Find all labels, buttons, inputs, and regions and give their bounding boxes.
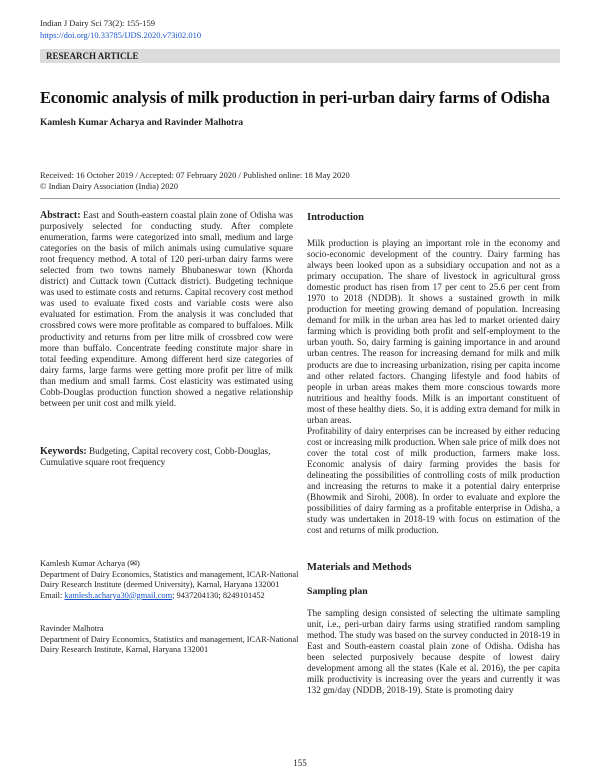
introduction-paragraph-2: Profitability of dairy enterprises can be increased by either reducing cost or increasing milk production. When sale price of milk does not cover the total cost of milk production, farmers make loss. Economic analysis of dairy farming provides the basis for delineating the possibilities of controlling costs of milk production and increasing the returns to make it a potential dairy enterprise (Bhowmik and Sirohi, 2008). In order to evaluate and explore the possibilities of dairy farming as a profitable enterprise in Odisha, a study was undertaken in 2018-19 with focus on estimation of the cost and returns of milk production. bbox=[307, 425, 560, 536]
page-number: 155 bbox=[293, 758, 307, 768]
author-list: Kamlesh Kumar Acharya and Ravinder Malhotra bbox=[40, 118, 244, 128]
author-1-contact bbox=[40, 591, 300, 602]
introduction-heading: Introduction bbox=[307, 212, 364, 223]
phone-numbers: ; 9437204130; 8249101452 bbox=[172, 590, 265, 600]
abstract-block bbox=[40, 210, 293, 409]
journal-citation: Indian J Dairy Sci 73(2): 155-159 bbox=[40, 18, 155, 28]
publication-dates: Received: 16 October 2019 / Accepted: 07 February 2020 / Published online: 18 May 2020 bbox=[40, 170, 350, 180]
author-2-department: Department of Dairy Economics, Statistics and management, ICAR-National Dairy Research Institute, Karnal, Haryana 132001 bbox=[40, 634, 299, 654]
abstract-label: Abstract: bbox=[40, 210, 81, 221]
paper-title: Economic analysis of milk production in peri-urban dairy farms of Odisha bbox=[40, 88, 550, 107]
author-2-name: Ravinder Malhotra bbox=[40, 624, 104, 633]
keywords-text: Budgeting, Capital recovery cost, Cobb-Douglas, Cumulative square root frequency bbox=[40, 446, 271, 468]
email-link[interactable]: kamlesh.acharya30@gmail.com bbox=[64, 590, 173, 600]
sampling-plan-body bbox=[307, 608, 560, 696]
doi-link[interactable]: https://doi.org/10.33785/IJDS.2020.v73i02.010 bbox=[40, 30, 202, 40]
sampling-paragraph-1: The sampling design consisted of selecting the ultimate sampling unit, i.e., peri-urban dairy farms using stratified random sampling method. The study was based on the survey conducted in 2018-19 in East and South-eastern coastal plain zone of Odisha. Odisha has been selected purposively because despite of lowest dairy development among all the states (Kale et al. 2016), the per capita milk productivity is increasing over the years and currently it was 132 gm/day (NDDB, 2018-19). State is promoting dairy bbox=[307, 608, 560, 696]
sampling-plan-heading: Sampling plan bbox=[307, 586, 368, 597]
abstract-text: East and South-eastern coastal plain zone of Odisha was purposively selected for conducting study. After complete enumeration, farms were categorized into small, medium and large categories on the basis of milch animals using cumulative square root frequency method. A total of 120 peri-urban dairy farms were selected from two towns namely Bhubaneswar town (Khorda district) and Cuttack town (Cuttack district). Budgeting technique was used to estimate costs and returns. Capital recovery cost method was used to evaluate fixed costs and variable costs were also evaluated for estimation. From the analysis it was concluded that crossbred cows were more profitable as compared to buffaloes. Milk productivity and returns from per litre milk of crossbred cow were more than buffalo. Concentrate feeding constitute major share in total feeding expenditure. Among different herd size categories of dairy farms, large farms were getting more profit per litre of milk than medium and small farms. Cost elasticity was estimated using Cobb-Douglas production function showed a negative relationship between per unit cost and milk yield. bbox=[40, 210, 293, 408]
email-label: Email: bbox=[40, 590, 65, 600]
introduction-body bbox=[307, 238, 560, 536]
article-type-banner: RESEARCH ARTICLE bbox=[40, 49, 560, 63]
affiliation-author-2 bbox=[40, 624, 300, 656]
affiliation-author-1 bbox=[40, 559, 300, 601]
methods-heading: Materials and Methods bbox=[307, 562, 412, 573]
introduction-paragraph-1: Milk production is playing an important role in the economy and socio-economic development of the country. Dairy farming has always been looked upon as a subsidiary occupation and not as a primary occupation. The share of livestock in agricultural gross domestic product has risen from 17 per cent to 25.6 per cent from 1970 to 2018 (NDDB). It shows a sustained growth in milk production for meeting growing demand of population. Increasing demand for milk in the urban area has led to market oriented dairy farming which is providing both profit and self-employment to the urban youth. So, dairy farming is gaining importance in and around urban centres. The reason for increasing demand for milk and milk products are due to increasing urbanization, rising per capita income and other related factors. Changing lifestyle and food habits of people in urban areas makes them more conscious towards more nutritious and healthy foods. Milk is an important constituent of most of these healthy diets. So, it is adding extra demand for milk in urban areas. bbox=[307, 238, 560, 425]
copyright-notice: © Indian Dairy Association (India) 2020 bbox=[40, 181, 178, 191]
keywords-label: Keywords: bbox=[40, 446, 87, 457]
author-1-name: Kamlesh Kumar Acharya (✉) bbox=[40, 559, 140, 568]
section-divider bbox=[40, 198, 560, 199]
keywords-block bbox=[40, 446, 293, 468]
author-1-department: Department of Dairy Economics, Statistics and management, ICAR-National Dairy Research Institute (deemed University), Karnal, Haryana 132001 bbox=[40, 569, 299, 589]
